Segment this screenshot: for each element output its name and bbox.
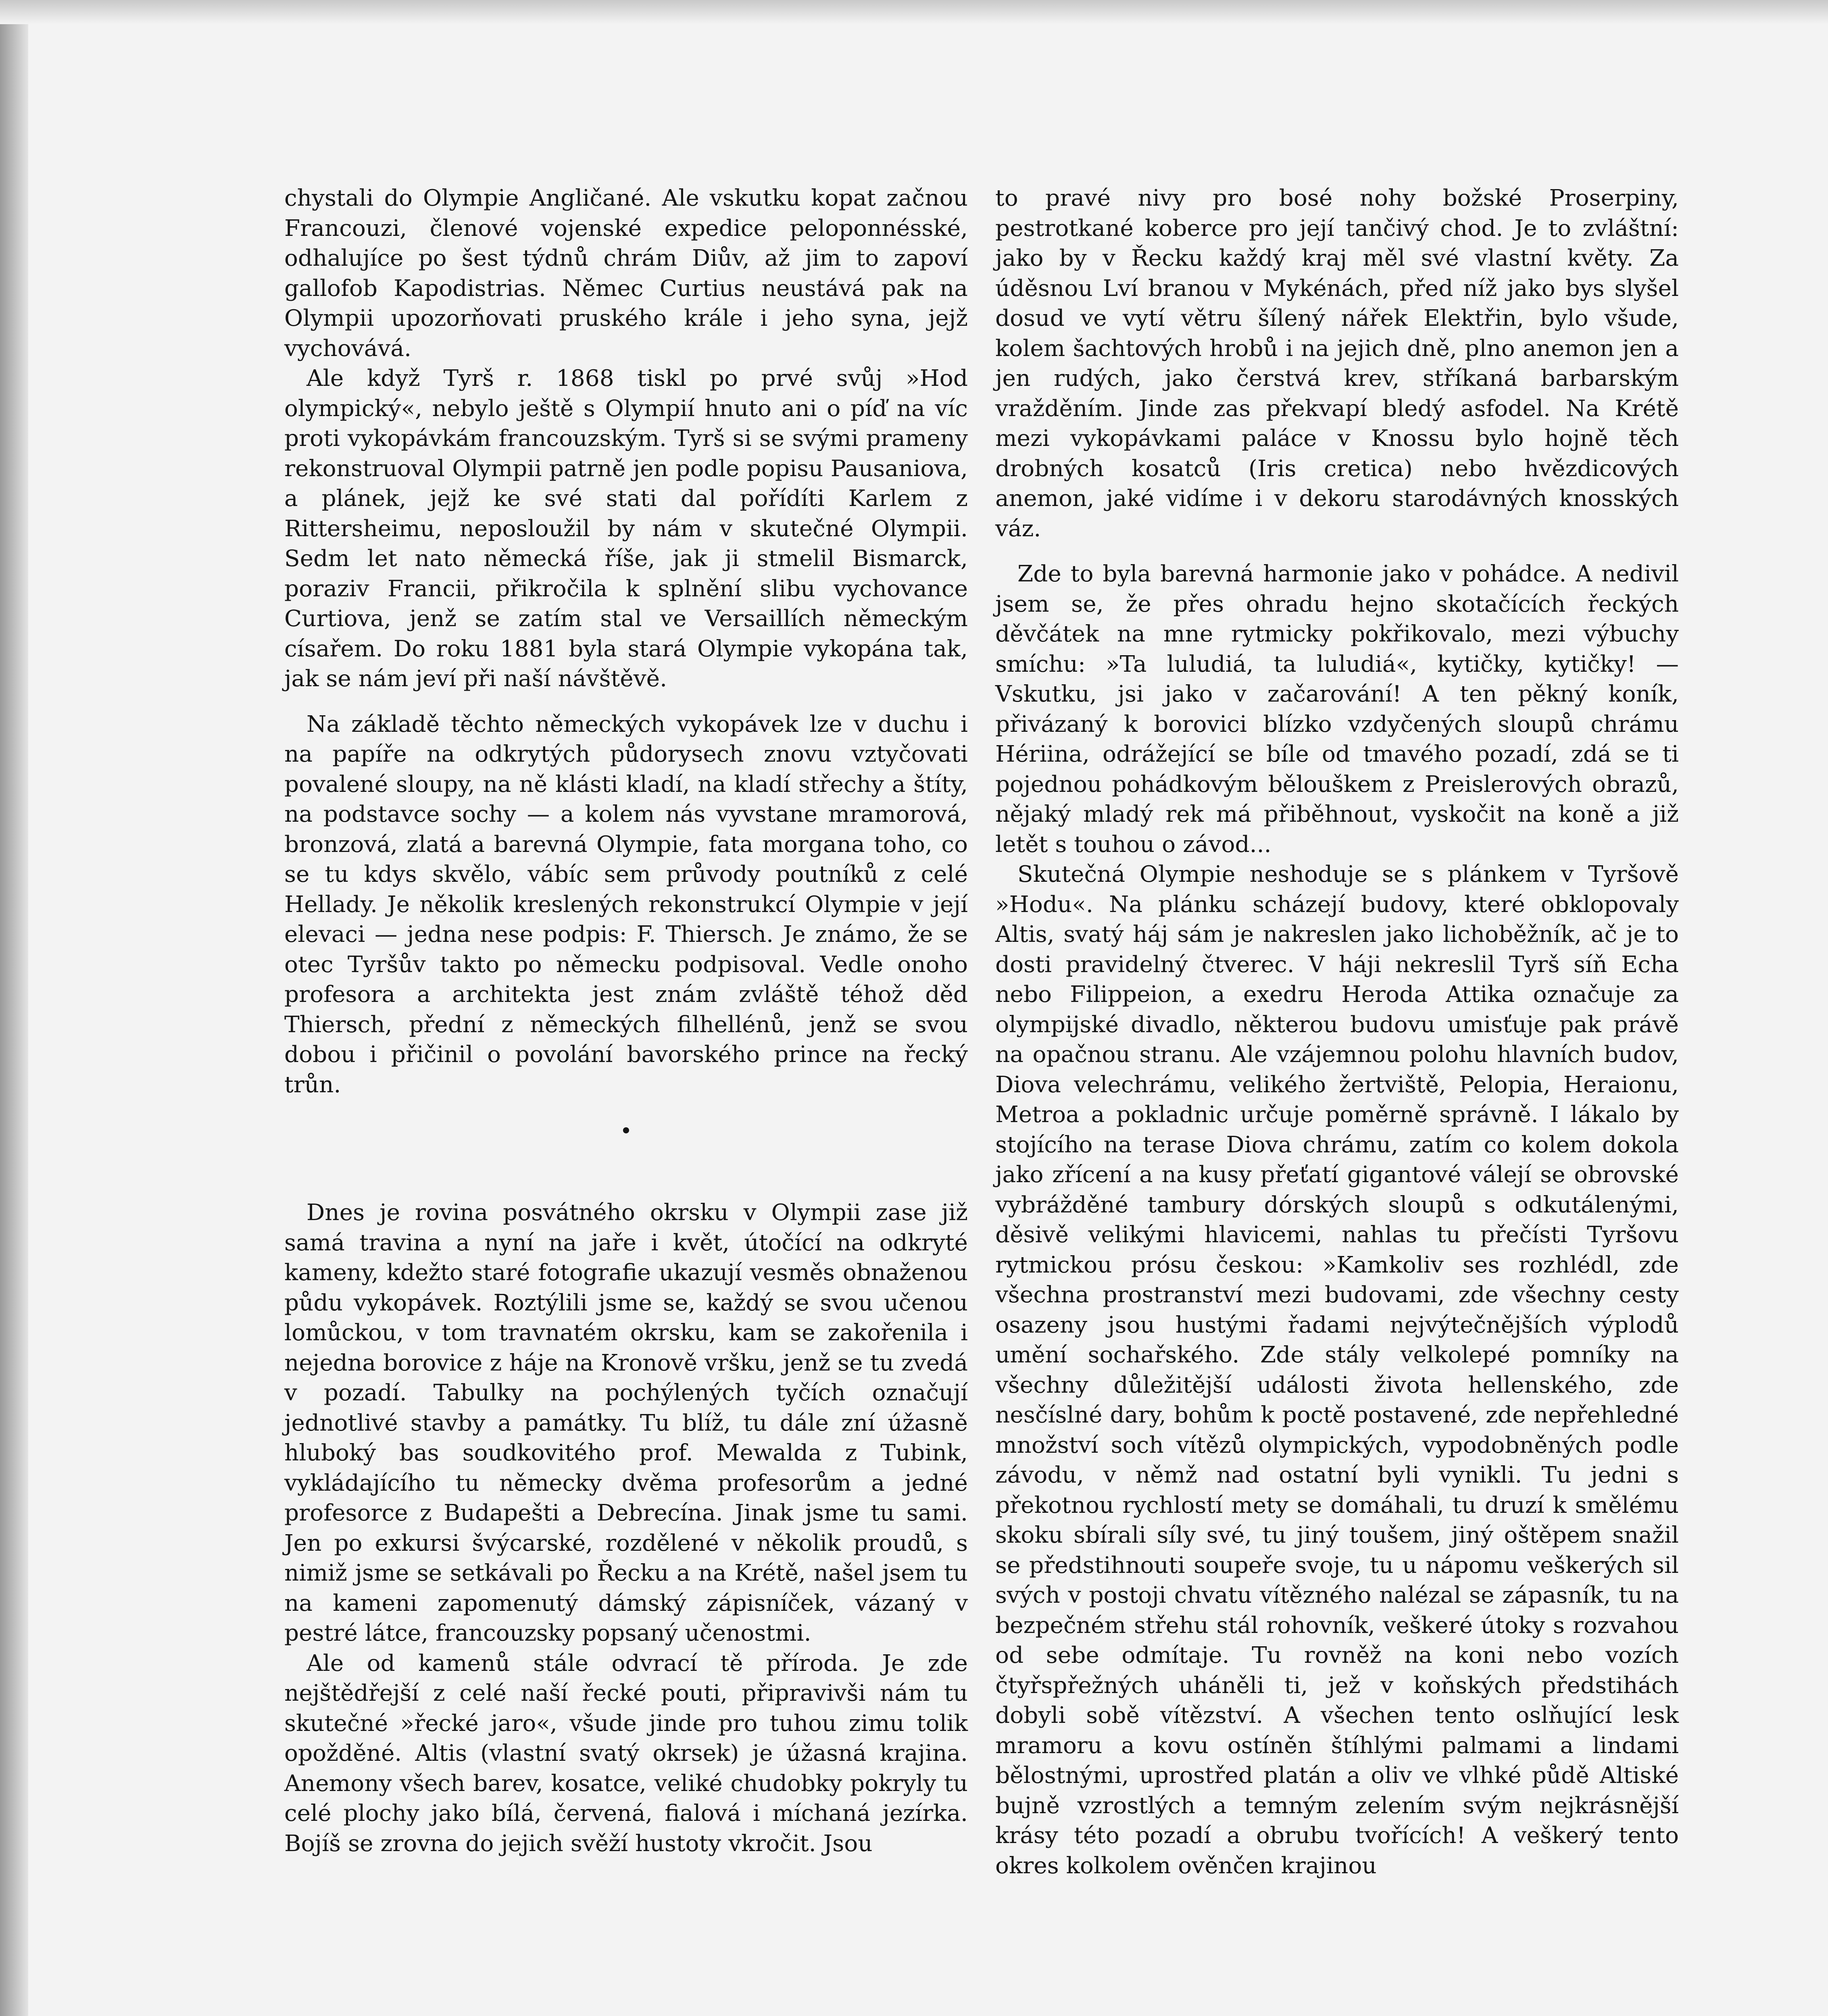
scan-shadow-left [0, 0, 28, 2016]
right-paragraph-2: Zde to byla barevná harmonie jako v pohádce. A nedivil jsem se, že přes ohradu hejno skotačících řeckých děvčátek na mne rytmicky pokřikovalo, mezi výbuchy smíchu: »Ta luludiá, ta luludiá«, kytičky, kytičky! — Vskutku, jsi jako v začarování! A ten pěkný koník, přivázaný k borovici blízko vzdyčených sloupů chrámu Hériina, odrážející se bíle od tmavého pozadí, zdá se ti pojednou pohádkovým bělouškem z Preislerových obrazů, nějaký mladý rek má přiběhnout, vyskočit na koně a již letět s touhou o závod... [995, 561, 1679, 858]
left-column [284, 183, 968, 1859]
left-paragraph-2: Ale když Tyrš r. 1868 tiskl po prvé svůj »Hod olympický«, nebylo ještě s Olympií hnuto ani o píď na víc proti vykopávkám francouzským. Tyrš si se svými prameny rekonstruoval Olympii patrně jen podle popisu Pausaniova, a plánek, jejž ke své stati dal pořídíti Karlem z Rittersheimu, neposloužil by nám v skutečné Olympii. Sedm let nato německá říše, jak ji stmelil Bismarck, poraziv Francii, přikročila k splnění slibu vychovance Curtiova, jenž se zatím stal ve Versaillích německým císařem. Do roku 1881 byla stará Olympie vykopána tak, jak se nám jeví při naší návštěvě. [284, 365, 968, 692]
right-paragraph-1: to pravé nivy pro bosé nohy božské Proserpiny, pestrotkané koberce pro její tančivý chod. Je to zvláštní: jako by v Řecku každý kraj měl své vlastní květy. Za úděsnou Lví branou v Mykénách, před níž jako bys slyšel dosud ve vytí větru šílený nářek Elektřin, bylo všude, kolem šachtových hrobů i na jejich dně, plno anemon jen a jen rudých, jako čerstvá krev, stříkaná barbarským vražděním. Jinde zas překvapí bledý asfodel. Na Krétě mezi vykopávkami paláce v Knossu bylo hojně těch drobných kosatců (Iris cretica) nebo hvězdicových anemon, jaké vidíme i v dekoru starodávných knosských váz. [995, 185, 1679, 542]
right-paragraph-3: Skutečná Olympie neshoduje se s plánkem v Tyršově »Hodu«. Na plánku scházejí budovy, které obklopovaly Altis, svatý háj sám je nakreslen jako lichoběžník, ač je to dosti pravidelný čtverec. V háji nekreslil Tyrš síň Echa nebo Filippeion, a exedru Heroda Attika označuje za olympijské divadlo, některou budovu umisťuje pak právě na opačnou stranu. Ale vzájemnou polohu hlavních budov, Diova velechrámu, velikého žertviště, Pelopia, Heraionu, Metroa a pokladnic určuje poměrně správně. I lákalo by stojícího na terase Diova chrámu, zatím co kolem dokola jako zřícení a na kusy přeťatí gigantové válejí se obrovské vybrážděné tambury dórských sloupů s odkutálenými, děsivě velikými hlavicemi, nahlas tu přečísti Tyršovu rytmickou prósu českou: »Kamkoliv ses rozhlédl, zde všechna prostranství mezi budovami, zde všechny cesty osazeny jsou hustými řadami nejvýtečnějších výplodů umění sochařského. Zde stály velkolepé pomníky na všechny důležitější události života hellenského, zde nesčíslné dary, bohům k poctě postavené, zde nepřehledné množství soch vítězů olympických, vypodobněných podle závodu, v němž nad ostatní byli vynikli. Tu jedni s překotnou rychlostí mety se domáhali, tu druzí k smělému skoku sbírali síly své, tu jiný toušem, jiný oštěpem snažil se předstihnouti soupeře svoje, tu u nápomu veškerých sil svých v postoji chvatu vítězného nalézal se zápasník, tu na bezpečném střehu stál rohovník, veškeré útoky s rozvahou od sebe odmítaje. Tu rovněž na koni nebo vozích čtyřspřežných uháněli ti, jež v koňských předstihách dobyli sobě vítězství. A všechen tento oslňující lesk mramoru a kovu ostíněn štíhlými palmami a lindami bělostnými, uprostřed platán a oliv ve vlhké půdě Altiské bujně vzrostlých a temným zelením svým nejkrásnější krásy této pozadí a obrubu tvořících! A veškerý tento okres kolkolem ověnčen krajinou [995, 861, 1679, 1879]
left-paragraph-3: Na základě těchto německých vykopávek lze v duchu i na papíře na odkrytých půdorysech znovu vztyčovati povalené sloupy, na ně klásti kladí, na kladí střechy a štíty, na podstavce sochy — a kolem nás vyvstane mramorová, bronzová, zlatá a barevná Olympie, fata morgana toho, co se tu kdys skvělo, vábíc sem průvody poutníků z celé Hellady. Je několik kreslených rekonstrukcí Olympie v její elevaci — jedna nese podpis: F. Thiersch. Je známo, že se otec Tyršův takto po německu podpisoval. Vedle onoho profesora a architekta jest znám zvláště téhož děd Thiersch, přední z německých filhellénů, jenž se svou dobou i přičinil o povolání bavorského prince na řecký trůn. [284, 711, 968, 1098]
left-paragraph-5: Ale od kamenů stále odvrací tě příroda. Je zde nejštědřejší z celé naší řecké pouti, připravivši nám tu skutečné »řecké jaro«, všude jinde pro tuhou zimu tolik opožděné. Altis (vlastní svatý okrsek) je úžasná krajina. Anemony všech barev, kosatce, veliké chudobky pokryly tu celé plochy jako bílá, červená, fialová i míchaná jezírka. Bojíš se zrovna do jejich svěží hustoty vkročit. Jsou [284, 1650, 968, 1857]
scan-shadow-top [0, 0, 1828, 24]
section-separator: • [620, 1119, 632, 1143]
right-column [995, 183, 1679, 1881]
left-paragraph-4: Dnes je rovina posvátného okrsku v Olympii zase již samá travina a nyní na jaře i květ, útočící na odkryté kameny, kdežto staré fotografie ukazují vesměs obnaženou půdu vykopávek. Roztýlili jsme se, každý se svou učenou lomůckou, v tom travnatém okrsku, kam se zakořenila i nejedna borovice z háje na Kronově vršku, jenž se tu zvedá v pozadí. Tabulky na pochýlených tyčích označují jednotlivé stavby a památky. Tu blíž, tu dále zní úžasně hluboký bas soudkovitého prof. Mewalda z Tubink, vykládajícího tu německy dvěma profesorům a jedné profesorce z Budapešti a Debrecína. Jinak jsme tu sami. Jen po exkursi švýcarské, rozdělené v několik proudů, s nimiž jsme se setkávali po Řecku a na Krétě, našel jsem tu na kameni zapomenutý dámský zápisníček, vázaný v pestré látce, francouzsky popsaný učenostmi. [284, 1200, 968, 1646]
left-paragraph-1: chystali do Olympie Angličané. Ale vskutku kopat začnou Francouzi, členové vojenské expedice peloponnésské, odhalujíce po šest týdnů chrám Diův, až jim to zapoví gallofob Kapodistrias. Němec Curtius neustává pak na Olympii upozorňovati pruského krále i jeho syna, jejž vychovává. [284, 185, 968, 362]
